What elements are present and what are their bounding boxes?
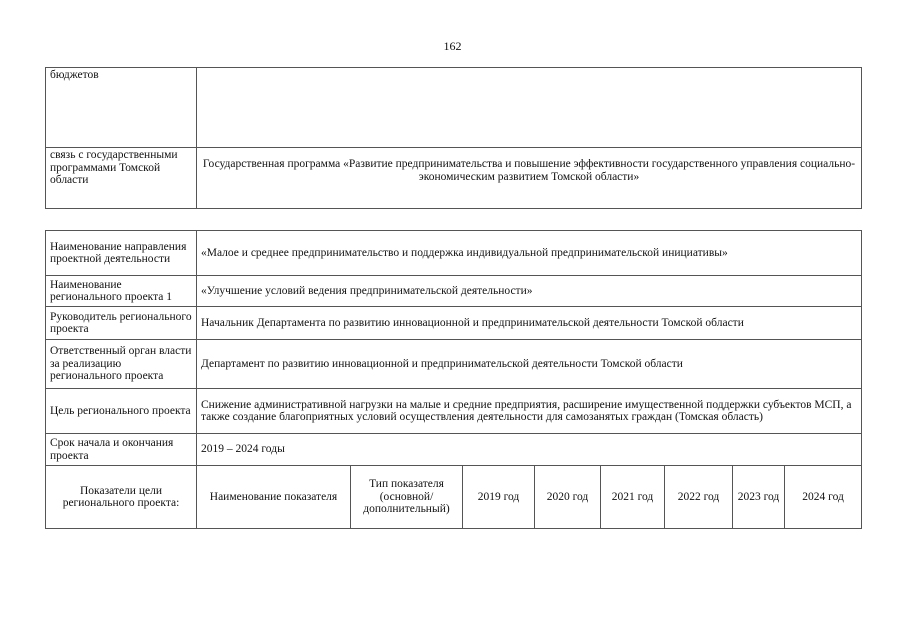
responsible-body-label: Ответственный орган власти за реализацию регионального проекта (46, 340, 197, 389)
budgets-row (46, 68, 862, 148)
project-name-label: Наименование регионального проекта 1 (46, 276, 197, 307)
project-period-row (46, 434, 862, 466)
regional-project-passport-table (45, 230, 862, 529)
state-programs-link-row (46, 148, 862, 209)
page-number: 162 (443, 39, 462, 53)
project-direction-row (46, 231, 862, 276)
project-goal-row (46, 389, 862, 434)
project-period-label: Срок начала и окончания проекта (46, 434, 197, 466)
project-head-value: Начальник Департамента по развитию инновационной и предпринимательской деятельности Томской области (197, 307, 862, 340)
project-direction-value: «Малое и среднее предпринимательство и поддержка индивидуальной предпринимательской инициативы» (197, 231, 862, 276)
project-head-row (46, 307, 862, 340)
project-period-value: 2019 – 2024 годы (197, 434, 862, 466)
budgets-label: бюджетов (46, 68, 197, 148)
responsible-body-value: Департамент по развитию инновационной и предпринимательской деятельности Томской области (197, 340, 862, 389)
column-header-2022: 2022 год (665, 466, 733, 529)
project-goal-label: Цель регионального проекта (46, 389, 197, 434)
project-head-label: Руководитель регионального проекта (46, 307, 197, 340)
column-header-indicator-name: Наименование показателя (197, 466, 351, 529)
project-name-value: «Улучшение условий ведения предпринимательской деятельности» (197, 276, 862, 307)
column-header-2023: 2023 год (733, 466, 785, 529)
project-name-row (46, 276, 862, 307)
project-links-table (45, 67, 862, 209)
column-header-2021: 2021 год (601, 466, 665, 529)
project-goal-value: Снижение административной нагрузки на малые и средние предприятия, расширение имущественной поддержки субъектов МСП, а также создание благоприятных условий осуществления деятельности для самозанятых граждан (Томская область) (197, 389, 862, 434)
column-header-2019: 2019 год (463, 466, 535, 529)
column-header-indicator-type: Тип показателя (основной/ дополнительный) (351, 466, 463, 529)
state-programs-link-label: связь с государственными программами Томской области (46, 148, 197, 209)
project-direction-label: Наименование направления проектной деятельности (46, 231, 197, 276)
budgets-value (197, 68, 862, 148)
state-programs-link-value: Государственная программа «Развитие предпринимательства и повышение эффективности государственного управления социально-экономическим развитием Томской области» (197, 148, 862, 209)
responsible-body-row (46, 340, 862, 389)
indicators-label: Показатели цели регионального проекта: (46, 466, 197, 529)
indicators-header-row (46, 466, 862, 529)
column-header-2020: 2020 год (535, 466, 601, 529)
column-header-2024: 2024 год (785, 466, 862, 529)
